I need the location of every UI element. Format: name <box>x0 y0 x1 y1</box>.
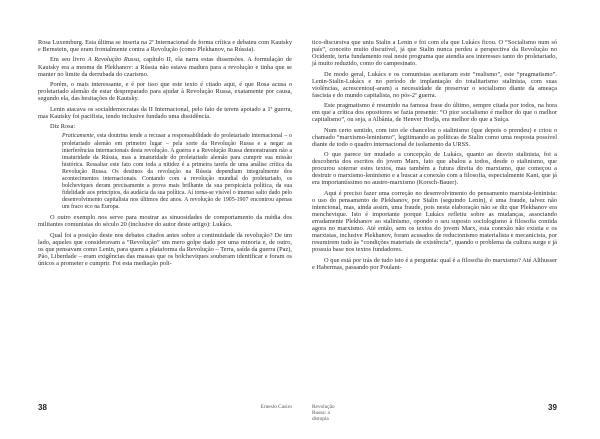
paragraph: Este pragmatismo é resumido na famosa frase do último, sempre citada por todos, na hora em que a crítica dos opositores se fazia presente: “O pior socialismo é melhor do que o melhor capitalismo”, ou seja, a Albânia, de Henver Hodja, era melhor do que a Suíça. <box>312 102 557 124</box>
paragraph: Num certo sentido, com isto ele chancelou o stalinismo (que depois o prendeu) e criou o chamado “marxismo-leninismo”, legitimando as políticas de Stalin como uma resposta possível diante de todo o quadro internacional de isolamento da URSS. <box>312 126 557 148</box>
block-quote <box>62 133 292 211</box>
paragraph: Rosa Luxemburg. Esta última se inseria na 2ª Internacional de forma crítica e debateu com Kautsky e Bernstein, que eram frontalmente contra a Revolução (como Plekhanov, na Rússia). <box>38 39 292 54</box>
running-head: Ernesto Casiro <box>260 404 292 410</box>
paragraph: De modo geral, Lukács e os comunistas aceitaram este “realismo”, este “pragmatismo”. Lenin-Stalin-Lukács e no período de implantação do totalitarismo stalinista, com suas violências, acrescentou(-aram) a necessidade de preservar o socialismo diante da ameaça fascista e do mundo capitalista, no pós-2ª guerra. <box>312 70 557 99</box>
paragraph: Aqui é preciso fazer uma correção no desenvolvimento do pensamento marxista-leninista: o uso do pensamento de Plekhanov, por Stalin (seguindo Lenin), é uma fraude, talvez não intencional, mas, ainda assim, uma fraude, pois nesta elaboração não se diz que Plekhanov era menchevique. Isto é importante porque Lukács refletiu sobre as mudanças, associando erradamente Plekhanov ao stalinismo, opondo o seu suposto sociologismo à filosofia contida agora no marxismo. Até então, sem os textos do jovem Marx, esta conexão não existia e os marxistas, inclusive Plekhanov, foram acusados de reducionismo materialista e mecanicista, por resumirem tudo às “condições materiais de existência”, quando o problema da cultura surge e já possuía base nos textos fundadores. <box>312 189 557 254</box>
book-title: A Revolução Russa <box>87 56 139 64</box>
paragraph: Porém, o mais interessante, e é por isso que este texto é citado aqui, é que Rosa acusa o proletariado alemão de estar despreparado para ajudar à Revolução Russa, exatamente por causa, segundo ela, das hesitações de Kautsky. <box>38 81 292 103</box>
paragraph: Qual foi a posição deste nos debates citados antes sobre a continuidade da revolução? De um lado, aqueles que consideravam a “Revolução” um mero golpe dado por uma minoria e, de outro, os que pensavam como Lenin, para quem a plataforma da Revolução – Terra, saída da guerra (Paz), Pão, Liberdade – eram exigências das massas que os bolcheviques souberam identificar e foram os únicos a prometer e cumprir. Foi esta mediação poli- <box>38 231 292 268</box>
paragraph: O outro exemplo nos serve para mostrar as sinuosidades de comportamento da média dos militantes comunistas do século 20 (inclusive do autor deste artigo): Lukács. <box>38 214 292 229</box>
paragraph: Diz Rosa: <box>50 123 76 131</box>
paragraph: tico-discursiva que uniu Stalin a Lenin e foi com ela que Lukács ficou. O “Socialismo num só país”, conceito muito discutível, já que Stalin nunca perdeu a perspectiva da Revolução no Ocidente, teria fundamento real neste programa que atendia aos interesses tanto do proletariado, já muito reduzido, como do campesinato. <box>312 39 557 68</box>
page-number: 38 <box>38 403 47 412</box>
running-head: Revolução Russa: a distopia <box>312 404 335 422</box>
paragraph: O que está por trás de tudo isto é a pergunta: qual é a filosofia do marxismo? Até Althusser e Habermas, passando por Poulant- <box>312 256 557 271</box>
paragraph-text: Em seu livro A Revolução Russa, capítulo II, ela narra estas dissensões. A formulação de Kautsky era a mesma de Plekhanov: a Rússia não estava madura para a revolução e tinha que se manter no limite da derrubada do czarismo. <box>38 56 292 78</box>
left-page-body <box>38 39 292 270</box>
right-page-body <box>312 39 557 274</box>
paragraph: Lenin atacava os socialdemocratas da II Internacional, pelo fato de terem apoiado a 1ª guerra, mas Kautsky foi pacifista, tendo inclusive fundado uma dissidência. <box>38 105 292 120</box>
quote-text: esta doutrina tende a recusar a responsabilidade do proletariado internacional – o proletariado alemão em primeiro lugar – pela sorte da Revolução Russa e a negar as interferências internacionais desta revolução. A guerra e a Revolução Russa demonstraram não a imaturidade da Rússia, mas a imaturidade do proletariado alemão para cumprir sua missão histórica. Ressaltar este fato com toda a nitidez é a primeira tarefa de uma análise crítica da Revolução Russa. Os destinos da revolução na Rússia dependiam integralmente dos acontecimentos internacionais. Contando com a revolução mundial do proletariado, os bolcheviques deram precisamente a prova mais brilhante da sua perspicácia política, da sua fidelidade aos princípios, da audácia da sua política. Aí torna-se visível o imenso salto dado pelo desenvolvimento capitalista nos últimos dez anos. A revolução de 1905-1907 encontrou apenas um fraco eco na Europa. <box>62 133 292 210</box>
page-number: 39 <box>548 403 557 412</box>
quote-lead: Praticamente, <box>62 133 96 140</box>
paragraph: O que parece ter mudado a concepção de Lukács, quanto ao desvio stalinista, foi a descoberta dos escritos do jovem Marx, fato que abalou a todos, desde o stalinismo, que procurou soterrar estes textos, mas também a futura direita do marxismo, que começou a destruir o marxismo-leninismo e a buscar a conexão com a filosofia, especialmente Kant, que já era importantíssimo no austro-marxismo (Korsch-Bauer). <box>312 151 557 187</box>
paragraph <box>38 56 292 77</box>
